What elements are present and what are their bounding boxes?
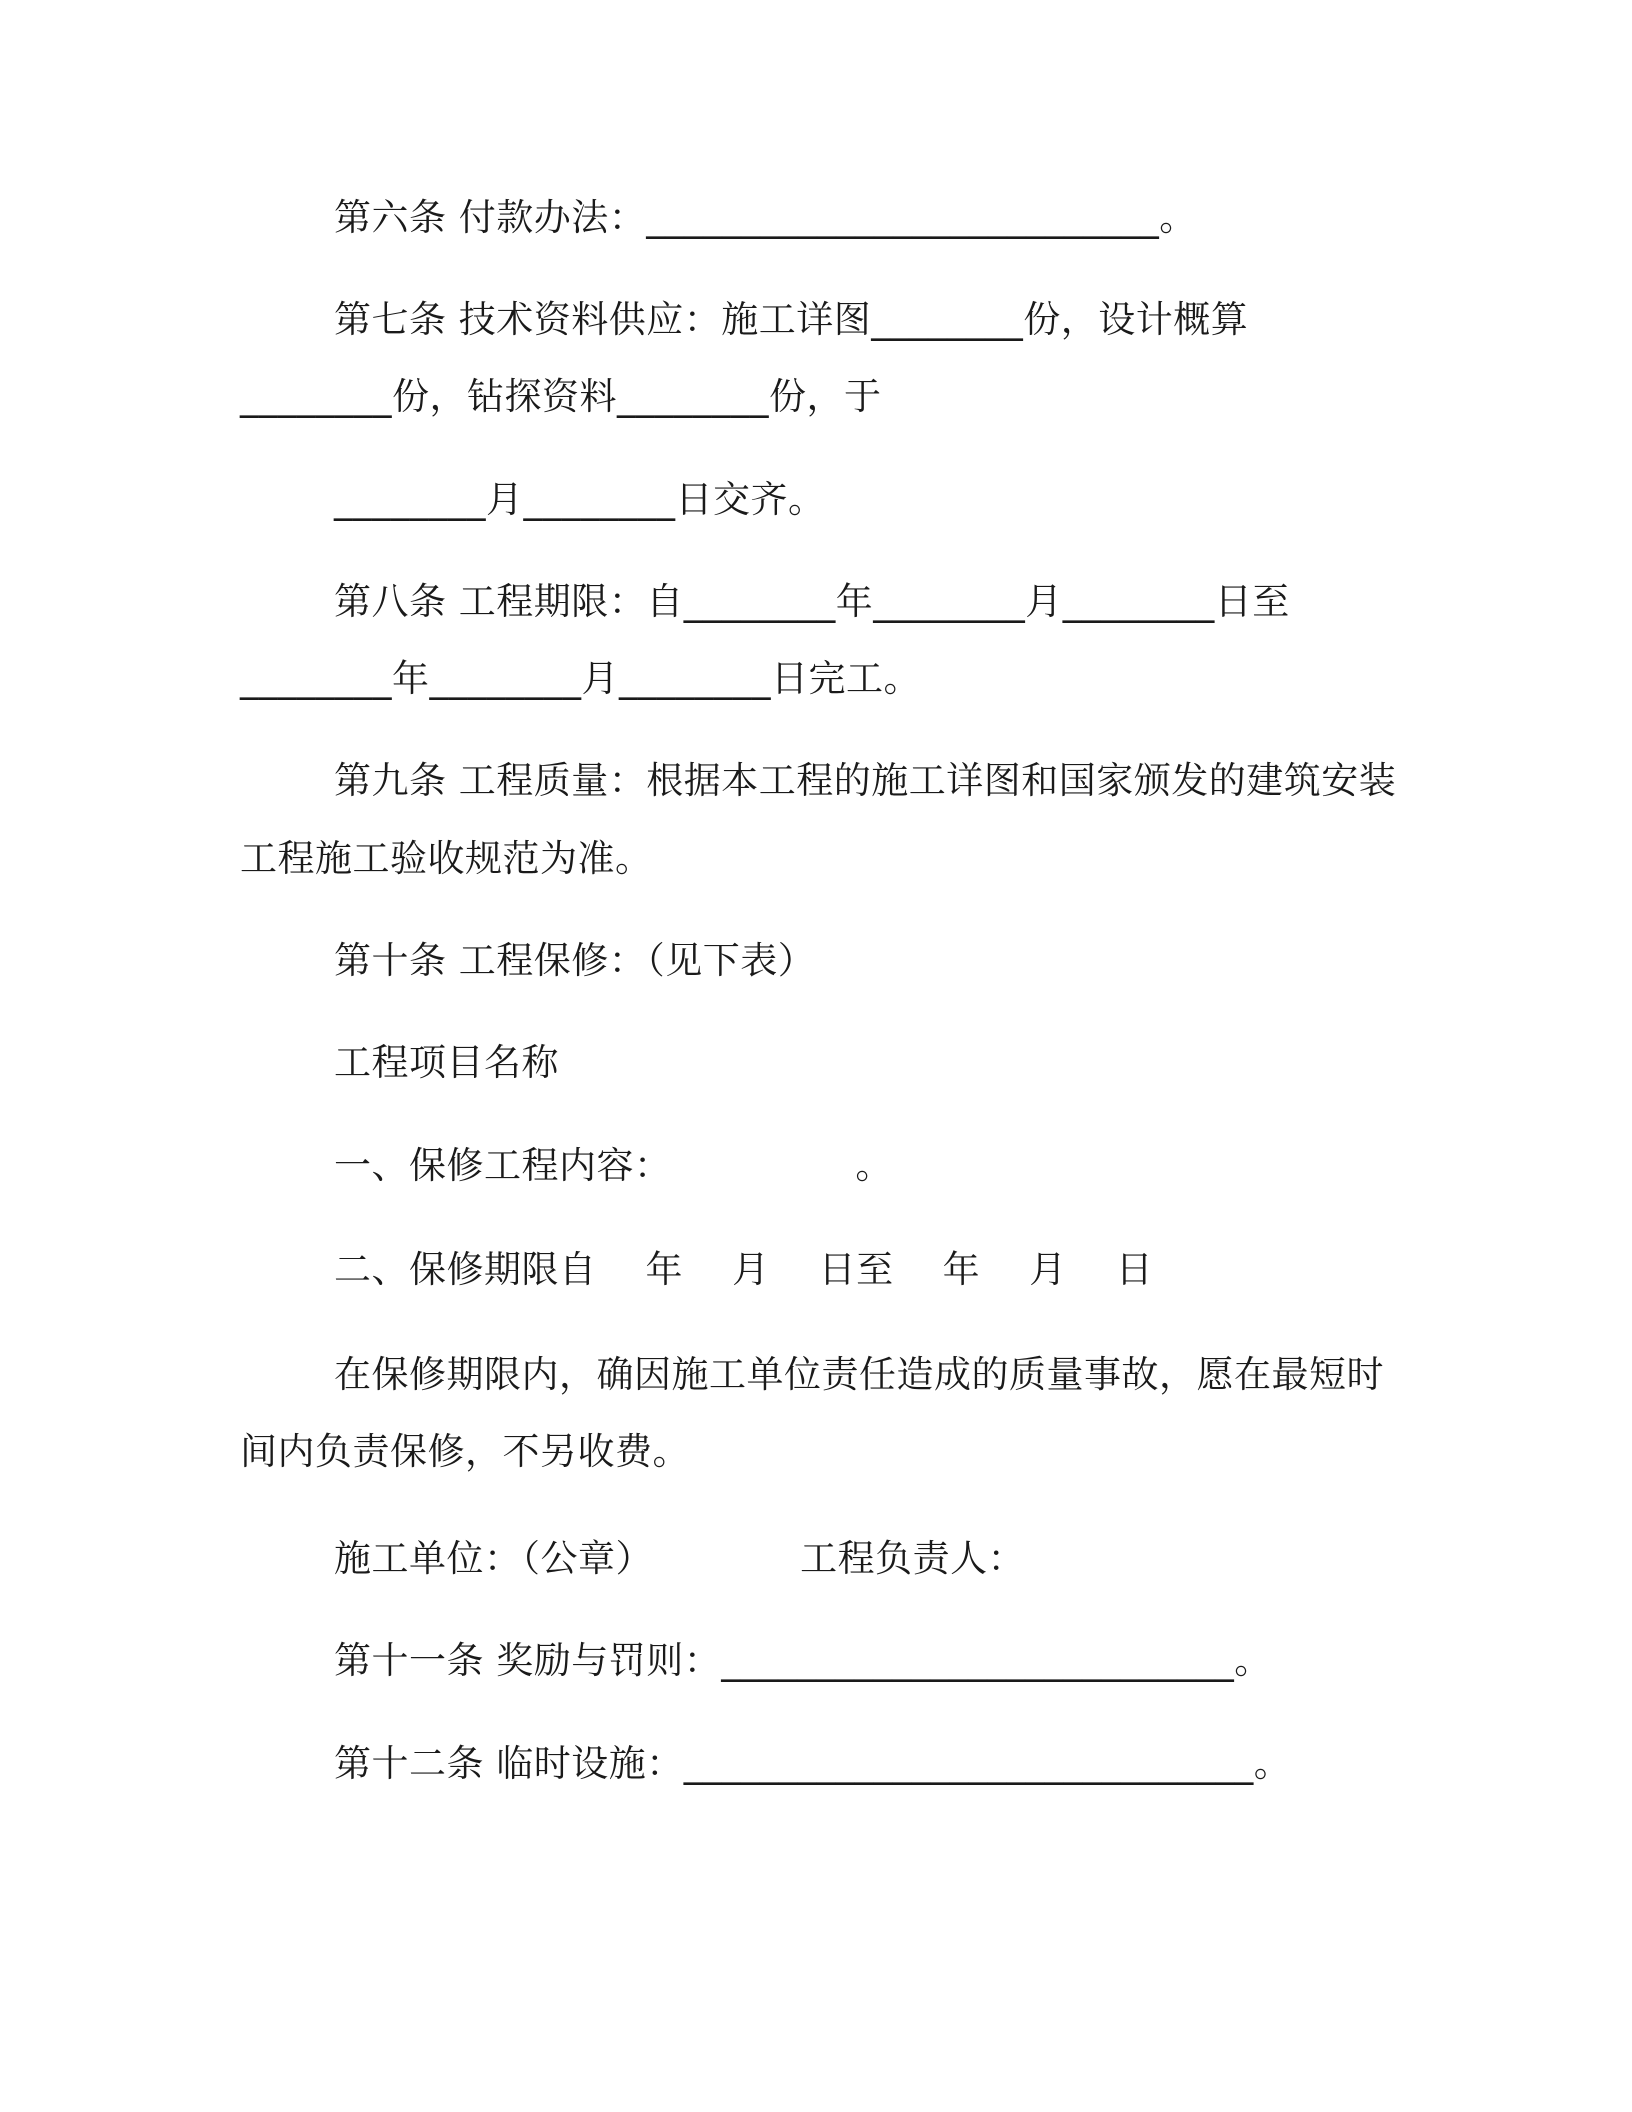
article-7-delivery-date: ________月________日交齐。 [334,478,826,521]
warranty-period: 二、保修期限自 年 月 日至 年 月 日 [334,1248,1154,1291]
article-8-schedule-cont: ________年________月________日完工。 [240,657,921,700]
article-12-temp-facilities: 第十二条 临时设施：______________________________。 [334,1742,1292,1785]
article-9-quality-cont: 工程施工验收规范为准。 [240,837,653,880]
article-6-payment: 第六条 付款办法：___________________________。 [334,196,1197,239]
signature-line: 施工单位：（公章） 工程负责人： [334,1537,1026,1580]
article-7-tech-docs: 第七条 技术资料供应：施工详图________份，设计概算 [334,298,1249,341]
warranty-clause-cont: 间内负责保修，不另收费。 [240,1430,690,1473]
article-7-tech-docs-cont: ________份，钻探资料________份，于 [240,375,882,418]
article-8-schedule: 第八条 工程期限：自________年________月________日至 [334,580,1290,623]
article-9-quality: 第九条 工程质量：根据本工程的施工详图和国家颁发的建筑安装 [334,759,1397,802]
article-11-rewards: 第十一条 奖励与罚则：___________________________。 [334,1639,1272,1682]
project-name-label: 工程项目名称 [334,1041,559,1084]
warranty-clause: 在保修期限内，确因施工单位责任造成的质量事故，愿在最短时 [334,1353,1384,1396]
article-10-warranty: 第十条 工程保修：（见下表） [334,939,816,982]
warranty-content: 一、保修工程内容： 。 [334,1144,893,1187]
